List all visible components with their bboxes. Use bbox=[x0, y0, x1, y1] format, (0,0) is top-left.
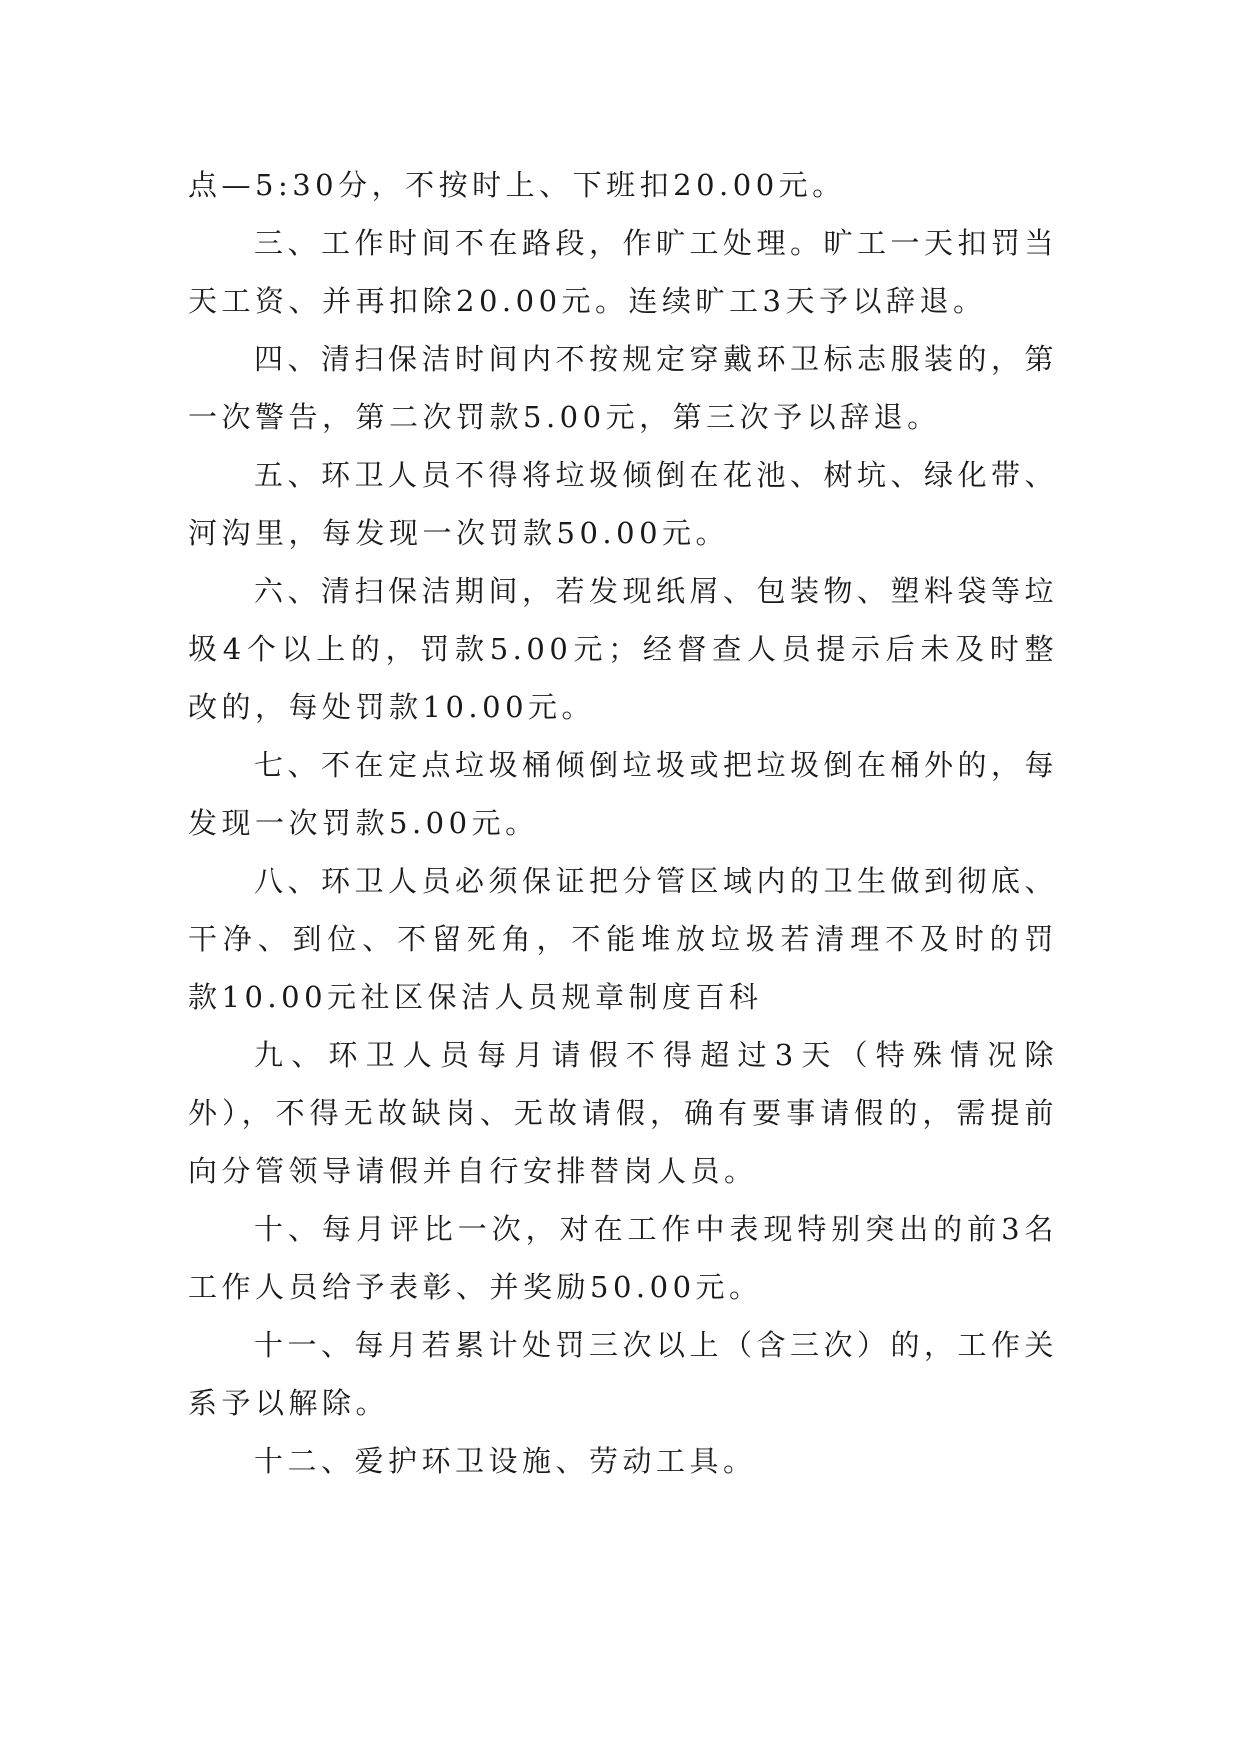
paragraph-6: 六、清扫保洁期间，若发现纸屑、包装物、塑料袋等垃圾4个以上的，罚款5.00元；经督查人员提示后未及时整改的，每处罚款10.00元。 bbox=[188, 574, 1059, 724]
paragraph-12: 十二、爱护环卫设施、劳动工具。 bbox=[254, 1444, 757, 1478]
paragraph-3: 三、工作时间不在路段，作旷工处理。旷工一天扣罚当天工资、并再扣除20.00元。连续旷工3天予以辞退。 bbox=[188, 226, 1059, 318]
paragraph-4: 四、清扫保洁时间内不按规定穿戴环卫标志服装的，第一次警告，第二次罚款5.00元，第三次予以辞退。 bbox=[188, 342, 1059, 434]
paragraph-11: 十一、每月若累计处罚三次以上（含三次）的，工作关系予以解除。 bbox=[188, 1328, 1059, 1420]
document-body bbox=[188, 156, 1058, 1490]
paragraph-5: 五、环卫人员不得将垃圾倾倒在花池、树坑、绿化带、河沟里，每发现一次罚款50.00元。 bbox=[188, 458, 1059, 550]
paragraph-7: 七、不在定点垃圾桶倾倒垃圾或把垃圾倒在桶外的，每发现一次罚款5.00元。 bbox=[188, 748, 1059, 840]
paragraph-10: 十、每月评比一次，对在工作中表现特别突出的前3名工作人员给予表彰、并奖励50.00元。 bbox=[188, 1212, 1058, 1304]
paragraph-9: 九、环卫人员每月请假不得超过3天（特殊情况除外），不得无故缺岗、无故请假，确有要事请假的，需提前向分管领导请假并自行安排替岗人员。 bbox=[188, 1038, 1058, 1188]
paragraph-8: 八、环卫人员必须保证把分管区域内的卫生做到彻底、干净、到位、不留死角，不能堆放垃圾若清理不及时的罚款10.00元社区保洁人员规章制度百科 bbox=[188, 864, 1059, 1014]
paragraph-1: 点—5:30分，不按时上、下班扣20.00元。 bbox=[188, 168, 846, 202]
